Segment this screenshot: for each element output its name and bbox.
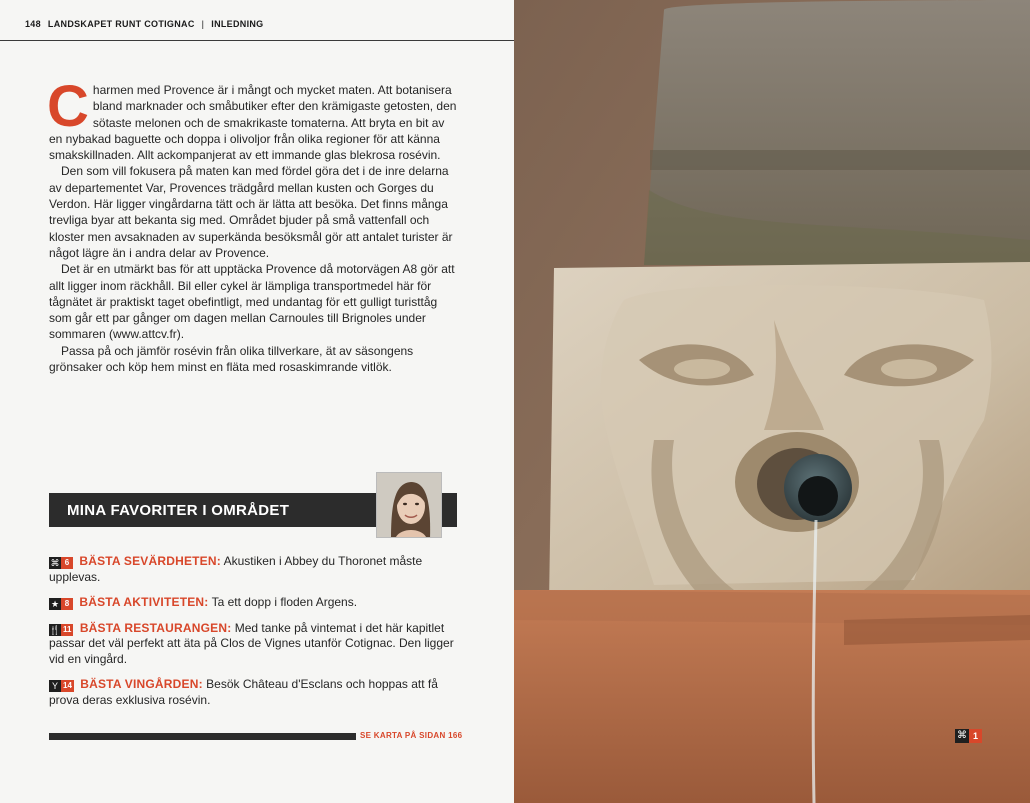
intro-paragraph-3: Det är en utmärkt bas för att upptäcka Provence då motorvägen A8 gör att allt ligger inom räckhåll. Bil eller cykel är lämpliga transportmedel här för tågnätet är praktiskt taget obefintligt, med undantag för ett gulligt turisttåg som går ett par gånger om dagen mellan Carnoules till Brignoles under sommaren (www.attcv.fr). [49,262,455,342]
intro-paragraph-1 [47,74,459,163]
favorite-label: BÄSTA RESTAURANGEN: [79,620,232,635]
restaurant-marker [49,624,73,636]
map-number: 14 [63,681,72,690]
photo-map-marker [955,729,982,743]
map-reference-link[interactable]: SE KARTA PÅ SIDAN 166 [356,729,466,743]
header-rule [0,40,514,41]
sight-icon: ⌘ [957,730,967,741]
portrait-image [377,473,442,538]
favorite-vineyard [49,677,459,708]
favorite-text: Ta ett dopp i floden Argens. [211,595,358,609]
fountain-photo [514,0,1030,803]
favorites-list [49,554,459,718]
intro-paragraph-4: Passa på och jämför rosévin från olika tillverkare, ät av säsongens grönsaker och köp hem minst en fläta med rosaskimrande vitlök. [49,343,414,375]
page-number: 148 [25,19,41,29]
sight-icon: ⌘ [50,558,60,568]
favorites-title: MINA FAVORITER I OMRÅDET [67,502,290,519]
photo-map-number: 1 [969,729,982,743]
cutlery-icon: 🍴 [49,624,61,635]
favorite-restaurant [49,621,459,668]
favorite-sight [49,554,459,585]
running-header [25,19,263,29]
drop-cap: C [47,74,89,139]
favorite-label: BÄSTA SEVÄRDHETEN: [79,554,221,568]
intro-text [47,74,459,375]
left-page [0,0,514,803]
favorite-text: Besök Château d'Esclans och hoppas att få prova deras exklusiva rosévin. [49,677,438,707]
intro-paragraph-1-text: harmen med Provence är i mångt och mycket maten. Att botanisera bland marknader och småbutiker efter den krämigaste getosten, den sötaste melonen och de smakrikaste tomaterna. Att bryta en bit av en nybakad baguette och doppa i olivoljor från olika regioner för att känna smakskillnaden. Allt ackompanjerat av ett immande glas blekrosa rosévin. [49,83,457,163]
favorite-activity [49,595,459,611]
favorite-label: BÄSTA AKTIVITETEN: [79,595,209,609]
wine-glass-icon: Y [49,680,61,692]
author-portrait [376,472,442,538]
section-title: LANDSKAPET RUNT COTIGNAC [47,19,195,29]
header-separator: | [201,19,205,29]
map-number: 11 [63,624,72,634]
star-icon: ★ [50,599,60,609]
map-number: 6 [61,557,73,569]
footer-bar [49,731,463,740]
map-number: 8 [61,598,73,610]
intro-paragraph-2: Den som vill fokusera på maten kan med fördel göra det i de inre delarna av departementet Var, Provences trädgård mellan kusten och Gorges du Verdon. Här ligger vingårdarna tätt och är lätta att besöka. Det finns många trevliga byar att bekanta sig med. Området bjuder på små vattenfall och kloster men avsaknaden av superkända besöksmål gör att antalet turister är något lägre än i andra delar av Provence. [49,164,453,260]
favorite-text: Med tanke på vintemat i det här kapitlet passar det väl perfekt att äta på Clos de Vignes utanför Cotignac. Den ligger vid en vingård. [49,620,454,666]
sight-marker [49,557,73,569]
right-page [514,0,1030,803]
vineyard-marker [49,680,74,692]
favorite-text: Akustiken i Abbey du Thoronet måste upplevas. [49,554,423,584]
chapter-title: INLEDNING [211,19,264,29]
activity-marker [49,598,73,610]
favorite-label: BÄSTA VINGÅRDEN: [80,677,203,691]
